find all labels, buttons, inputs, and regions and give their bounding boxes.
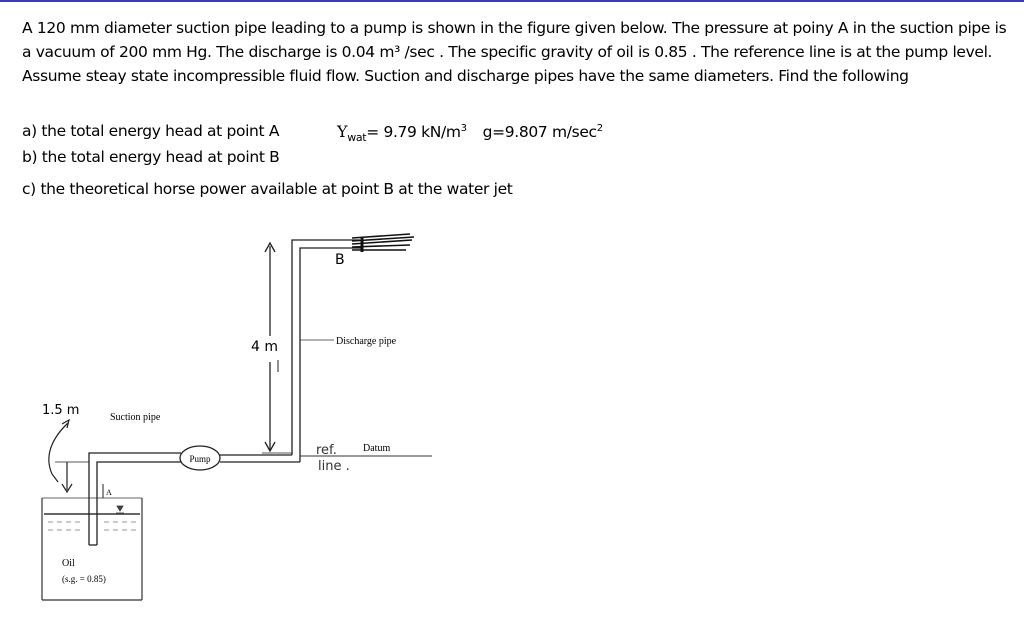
oil-label: Oil [62, 558, 75, 569]
ref-line-label-2: line . [318, 459, 350, 474]
gamma-value: = 9.79 kN/m [366, 123, 461, 141]
gamma-subscript: wat [347, 131, 367, 145]
water-jet [352, 234, 414, 252]
top-rule [0, 0, 1024, 2]
suction-height-dimension [49, 420, 72, 492]
gamma-symbol: Y [337, 122, 348, 141]
given-values [337, 122, 603, 144]
part-c: c) the theoretical horse power available at point B at the water jet [22, 180, 513, 198]
point-b-label: B [335, 252, 345, 268]
discharge-pipe-label: Discharge pipe [336, 336, 397, 347]
problem-statement [22, 16, 1012, 88]
height-label: 4 m [251, 339, 278, 355]
part-b: b) the total energy head at point B [22, 148, 280, 166]
part-a: a) the total energy head at point A [22, 122, 280, 140]
datum-label: Datum [363, 443, 391, 454]
suction-pipe-label: Suction pipe [110, 412, 161, 423]
gamma-exponent: 3 [460, 122, 467, 134]
gravity-exponent: 2 [596, 122, 603, 134]
problem-text: A 120 mm diameter suction pipe leading to a pump is shown in the figure given below. The pressure at poiny A in the suction pipe is a vacuum of 200 mm Hg. The discharge is 0.04 m³ /sec . The specific gravity of oil is 0.85 . The reference line is at the pump level. Assume steay state incompressible fluid flow. Suction and discharge pipes have the same diameters. Find the following [22, 19, 1007, 85]
oil-tank [42, 498, 142, 600]
suction-pipe-drawing [55, 453, 181, 545]
point-a-label: A [106, 488, 112, 497]
suction-height-label: 1.5 m [42, 403, 80, 418]
ref-line-label-1: ref. [316, 443, 337, 458]
gravity-value: g=9.807 m/sec [482, 123, 597, 141]
pump-diagram [0, 200, 470, 630]
oil-sg-label: (s.g. = 0.85) [62, 574, 106, 584]
pump-label: Pump [189, 454, 211, 464]
